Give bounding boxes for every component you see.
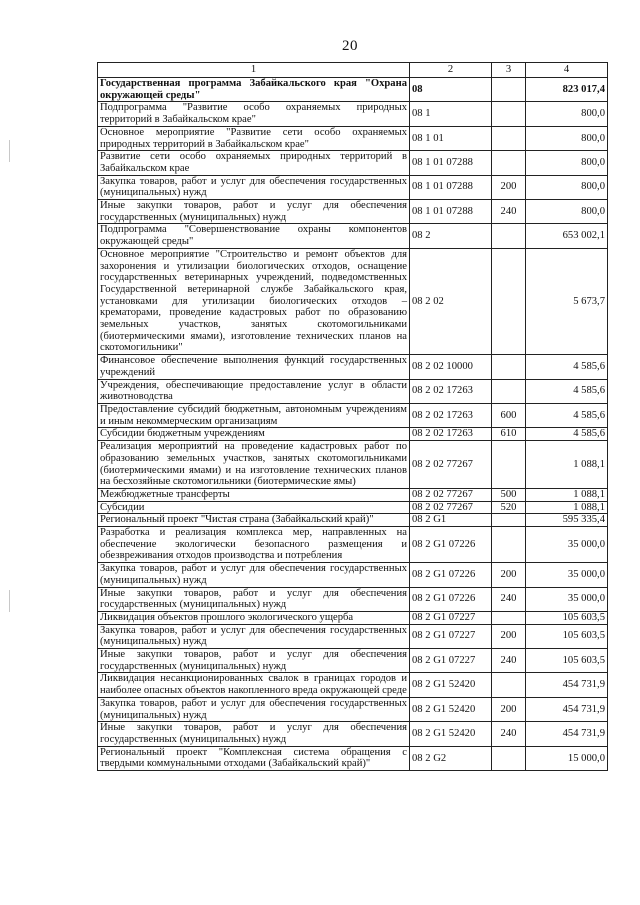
row-amount: 4 585,6 [526,355,608,379]
row-amount: 800,0 [526,102,608,126]
row-vr [492,611,526,624]
table-row [98,126,608,150]
row-code: 08 2 G1 07226 [410,527,492,563]
row-vr [492,527,526,563]
row-name: Закупка товаров, работ и услуг для обеспечения государственных (муниципальных) нужд [98,624,410,648]
table-row [98,697,608,721]
column-header-name: 1 [98,63,410,78]
row-name: Предоставление субсидий бюджетным, автономным учреждениям и иным некоммерческим организациям [98,403,410,427]
row-amount: 800,0 [526,200,608,224]
row-amount: 800,0 [526,126,608,150]
row-code: 08 2 02 77267 [410,488,492,501]
table-row [98,78,608,102]
table-row [98,224,608,248]
row-amount: 105 603,5 [526,649,608,673]
row-amount: 454 731,9 [526,697,608,721]
row-amount: 105 603,5 [526,624,608,648]
row-amount: 653 002,1 [526,224,608,248]
row-code: 08 2 G1 [410,514,492,527]
table-row [98,428,608,441]
table-row [98,746,608,770]
budget-table [97,62,608,771]
table-row [98,624,608,648]
row-name: Государственная программа Забайкальского края "Охрана окружающей среды" [98,78,410,102]
table-row [98,441,608,489]
row-name: Субсидии бюджетным учреждениям [98,428,410,441]
row-vr [492,126,526,150]
column-header-code: 2 [410,63,492,78]
row-code: 08 2 02 [410,248,492,354]
row-amount: 4 585,6 [526,403,608,427]
table-row [98,355,608,379]
row-amount: 595 335,4 [526,514,608,527]
row-name: Закупка товаров, работ и услуг для обеспечения государственных (муниципальных) нужд [98,697,410,721]
row-name: Региональный проект "Чистая страна (Забайкальский край)" [98,514,410,527]
row-code: 08 2 02 10000 [410,355,492,379]
row-vr: 240 [492,587,526,611]
row-vr [492,78,526,102]
row-name: Финансовое обеспечение выполнения функций государственных учреждений [98,355,410,379]
row-vr [492,441,526,489]
row-amount: 1 088,1 [526,441,608,489]
row-vr [492,151,526,175]
row-code: 08 2 G2 [410,746,492,770]
row-vr [492,746,526,770]
row-amount: 800,0 [526,151,608,175]
row-vr: 200 [492,563,526,587]
row-name: Закупка товаров, работ и услуг для обеспечения государственных (муниципальных) нужд [98,175,410,199]
table-row [98,587,608,611]
table-row [98,488,608,501]
table-row [98,501,608,514]
row-vr: 610 [492,428,526,441]
table-row [98,673,608,697]
row-amount: 823 017,4 [526,78,608,102]
row-vr: 240 [492,200,526,224]
column-header-vr: 3 [492,63,526,78]
row-code: 08 2 G1 07227 [410,611,492,624]
row-name: Иные закупки товаров, работ и услуг для обеспечения государственных (муниципальных) нужд [98,200,410,224]
row-name: Межбюджетные трансферты [98,488,410,501]
row-code: 08 1 01 07288 [410,151,492,175]
table-row [98,248,608,354]
row-vr: 200 [492,624,526,648]
row-amount: 1 088,1 [526,488,608,501]
row-name: Подпрограмма "Развитие особо охраняемых природных территорий в Забайкальском крае" [98,102,410,126]
row-amount: 800,0 [526,175,608,199]
row-vr: 500 [492,488,526,501]
row-code: 08 2 G1 07227 [410,649,492,673]
row-code: 08 2 02 77267 [410,441,492,489]
row-code: 08 1 01 07288 [410,175,492,199]
row-name: Ликвидация несанкционированных свалок в границах городов и наиболее опасных объектов накопленного вреда окружающей среде [98,673,410,697]
row-name: Иные закупки товаров, работ и услуг для обеспечения государственных (муниципальных) нужд [98,587,410,611]
row-vr [492,673,526,697]
row-amount: 5 673,7 [526,248,608,354]
row-vr [492,248,526,354]
row-name: Разработка и реализация комплекса мер, направленных на обеспечение экологически безопасного размещения и обезвреживания отходов производства и потребления [98,527,410,563]
row-name: Основное мероприятие "Строительство и ремонт объектов для захоронения и утилизации биологических отходов, оснащение государственных ветеринарных учреждений, подведомственных Государственной ветеринарной службе Забайкальского края, установками для утилизации биологических отходов – крематорами, проведение кадастровых работ по образованию земельных участков, занятых скотомогильниками (биотермическими ямами), изготовление технических планов на скотомогильники" [98,248,410,354]
row-vr: 240 [492,722,526,746]
row-amount: 35 000,0 [526,563,608,587]
header-row [98,63,608,78]
table-row [98,722,608,746]
row-name: Подпрограмма "Совершенствование охраны компонентов окружающей среды" [98,224,410,248]
row-vr: 520 [492,501,526,514]
row-code: 08 2 02 77267 [410,501,492,514]
row-vr: 240 [492,649,526,673]
row-code: 08 2 G1 07227 [410,624,492,648]
row-name: Закупка товаров, работ и услуг для обеспечения государственных (муниципальных) нужд [98,563,410,587]
row-amount: 15 000,0 [526,746,608,770]
row-name: Учреждения, обеспечивающие предоставление услуг в области животноводства [98,379,410,403]
row-code: 08 2 02 17263 [410,379,492,403]
table-row [98,200,608,224]
row-vr [492,224,526,248]
page-number: 20 [342,38,358,54]
table-row [98,514,608,527]
row-vr: 200 [492,697,526,721]
table-row [98,527,608,563]
row-vr: 200 [492,175,526,199]
row-amount: 35 000,0 [526,587,608,611]
row-vr [492,379,526,403]
row-amount: 1 088,1 [526,501,608,514]
row-amount: 4 585,6 [526,428,608,441]
table-row [98,379,608,403]
row-name: Региональный проект "Комплексная система обращения с твердыми коммунальными отходами (Забайкальский край)" [98,746,410,770]
row-code: 08 2 02 17263 [410,428,492,441]
row-code: 08 [410,78,492,102]
row-vr [492,102,526,126]
row-name: Иные закупки товаров, работ и услуг для обеспечения государственных (муниципальных) нужд [98,722,410,746]
row-name: Развитие сети особо охраняемых природных территорий в Забайкальском крае [98,151,410,175]
row-code: 08 1 01 07288 [410,200,492,224]
table-row [98,102,608,126]
table-row [98,563,608,587]
row-code: 08 1 [410,102,492,126]
row-amount: 454 731,9 [526,673,608,697]
row-code: 08 2 G1 52420 [410,673,492,697]
row-amount: 105 603,5 [526,611,608,624]
fold-mark [9,590,10,612]
row-code: 08 2 G1 52420 [410,722,492,746]
column-header-amount: 4 [526,63,608,78]
row-name: Субсидии [98,501,410,514]
row-code: 08 2 02 17263 [410,403,492,427]
row-code: 08 2 G1 07226 [410,563,492,587]
row-vr [492,514,526,527]
table-row [98,151,608,175]
row-code: 08 1 01 [410,126,492,150]
row-name: Иные закупки товаров, работ и услуг для обеспечения государственных (муниципальных) нужд [98,649,410,673]
row-code: 08 2 G1 07226 [410,587,492,611]
table-row [98,175,608,199]
row-amount: 454 731,9 [526,722,608,746]
row-amount: 4 585,6 [526,379,608,403]
row-name: Ликвидация объектов прошлого экологического ущерба [98,611,410,624]
table-row [98,611,608,624]
row-vr [492,355,526,379]
row-vr: 600 [492,403,526,427]
row-name: Реализация мероприятий на проведение кадастровых работ по образованию земельных участков, занятых скотомогильниками (биотермическими ямами) и на изготовление технических планов на бесхозяйные скотомогильники (биотермические ямы) [98,441,410,489]
row-code: 08 2 G1 52420 [410,697,492,721]
table-row [98,403,608,427]
fold-mark [9,140,10,162]
row-name: Основное мероприятие "Развитие сети особо охраняемых природных территорий в Забайкальском крае" [98,126,410,150]
row-code: 08 2 [410,224,492,248]
row-amount: 35 000,0 [526,527,608,563]
table-row [98,649,608,673]
